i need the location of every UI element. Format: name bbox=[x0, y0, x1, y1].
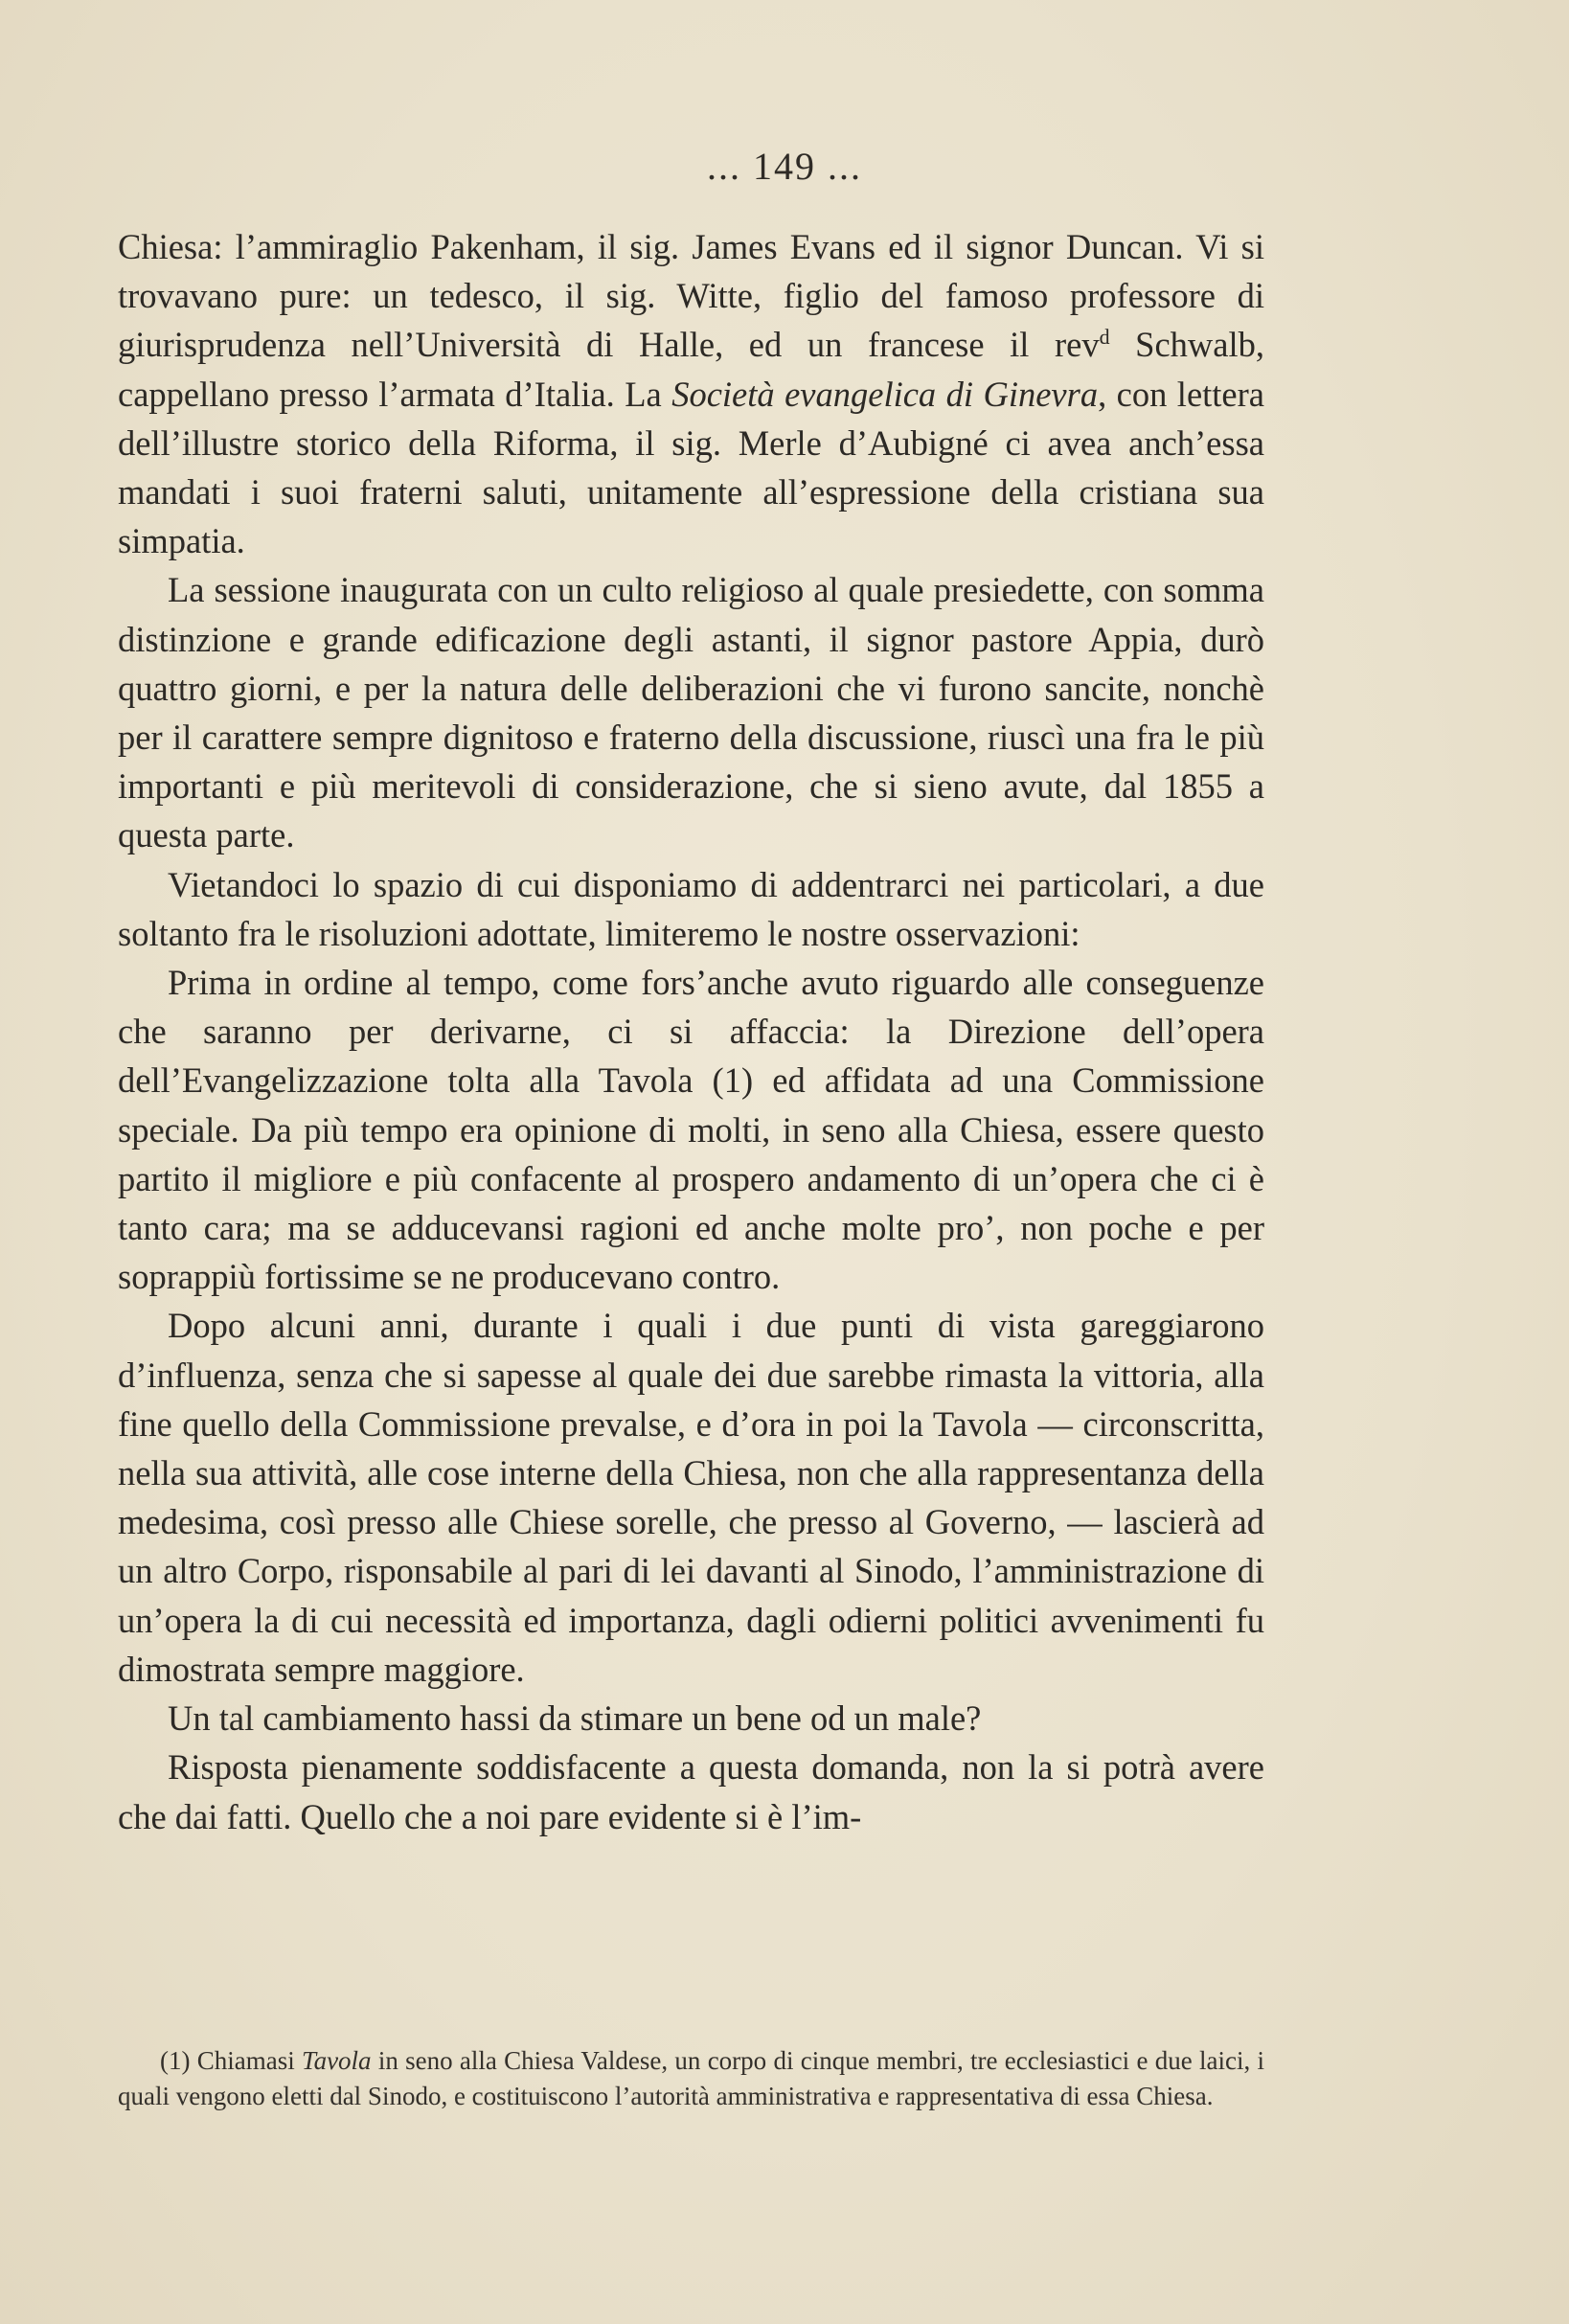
paragraph bbox=[118, 222, 1264, 565]
superscript-abbrev: d bbox=[1099, 325, 1110, 350]
paragraph bbox=[118, 860, 1264, 958]
paragraph bbox=[118, 565, 1264, 859]
text-run: Chiesa: l’ammiraglio Pakenham, il sig. James Evans ed il signor Duncan. Vi si trovavano pure: un tedesco, il sig. Witte, figlio del famoso professore di giurisprudenza nell’Università di Halle, ed un francese il rev bbox=[118, 227, 1264, 365]
italic-text: Società evangelica di Ginevra bbox=[671, 374, 1099, 414]
paragraph bbox=[118, 1694, 1264, 1743]
footnote bbox=[118, 2043, 1264, 2114]
italic-text: Tavola bbox=[302, 2046, 372, 2075]
text-run: Schwalb, cappellano presso l’armata d’Italia. La bbox=[118, 325, 1264, 414]
text-run: Dopo alcuni anni, durante i quali i due punti di vista gareggiarono d’influenza, senza che si sapesse al quale dei due sarebbe rimasta la vittoria, alla fine quello della Commissione prevalse, e d’ora in poi la Tavola — circonscritta, nella sua attività, alle cose interne della Chiesa, non che alla rappresentanza della medesima, così presso alle Chiese sorelle, che presso al Governo, — lascierà ad un altro Corpo, risponsabile al pari di lei davanti al Sinodo, l’amministrazione di un’opera la di cui necessità ed importanza, dagli odierni politici avvenimenti fu dimostrata sempre maggiore. bbox=[118, 1306, 1264, 1689]
text-run: Vietandoci lo spazio di cui disponiamo di addentrarci nei particolari, a due soltanto fra le risoluzioni adottate, limiteremo le nostre osservazioni: bbox=[118, 864, 1264, 953]
text-run: La sessione inaugurata con un culto religioso al quale presiedette, con somma distinzione e grande edificazione degli astanti, il signor pastore Appia, durò quattro giorni, e per la natura delle deliberazioni che vi furono sancite, nonchè per il carattere sempre dignitoso e fraterno della discussione, riuscì una fra le più importanti e più meritevoli di considerazione, che si sieno avute, dal 1855 a questa parte. bbox=[118, 570, 1264, 855]
paragraph bbox=[118, 1301, 1264, 1694]
footnotes bbox=[118, 2043, 1264, 2114]
text-run: in seno alla Chiesa Valdese, un corpo di cinque membri, tre ecclesiastici e due laici, i quali vengono eletti dal Sinodo, e costituiscono l’autorità amministrativa e rappresentativa di essa Chiesa. bbox=[118, 2046, 1264, 2110]
body-text bbox=[118, 222, 1264, 1841]
text-run: (1) Chiamasi bbox=[160, 2046, 303, 2075]
text-run: Un tal cambiamento hassi da stimare un bene od un male? bbox=[168, 1698, 982, 1739]
text-run: , con lettera dell’illustre storico della Riforma, il sig. Merle d’Aubigné ci avea anch’essa mandati i suoi fraterni saluti, unitamente all’espressione della cristiana sua simpatia. bbox=[118, 374, 1264, 561]
paragraph bbox=[118, 958, 1264, 1301]
paragraph bbox=[118, 1743, 1264, 1840]
text-run: Risposta pienamente soddisfacente a questa domanda, non la si potrà avere che dai fatti. Quello che a noi pare evidente si è l’im- bbox=[118, 1747, 1264, 1836]
text-run: Prima in ordine al tempo, come fors’anche avuto riguardo alle conseguenze che saranno per derivarne, ci si affaccia: la Direzione dell’opera dell’Evangelizzazione tolta alla Tavola (1) ed affidata ad una Commissione speciale. Da più tempo era opinione di molti, in seno alla Chiesa, essere questo partito il migliore e più confacente al prospero andamento di un’opera che ci è tanto cara; ma se adducevansi ragioni ed anche molte pro’, non poche e per soprappiù fortissime se ne producevano contro. bbox=[118, 963, 1264, 1297]
page-number: ... 149 ... bbox=[707, 145, 862, 188]
